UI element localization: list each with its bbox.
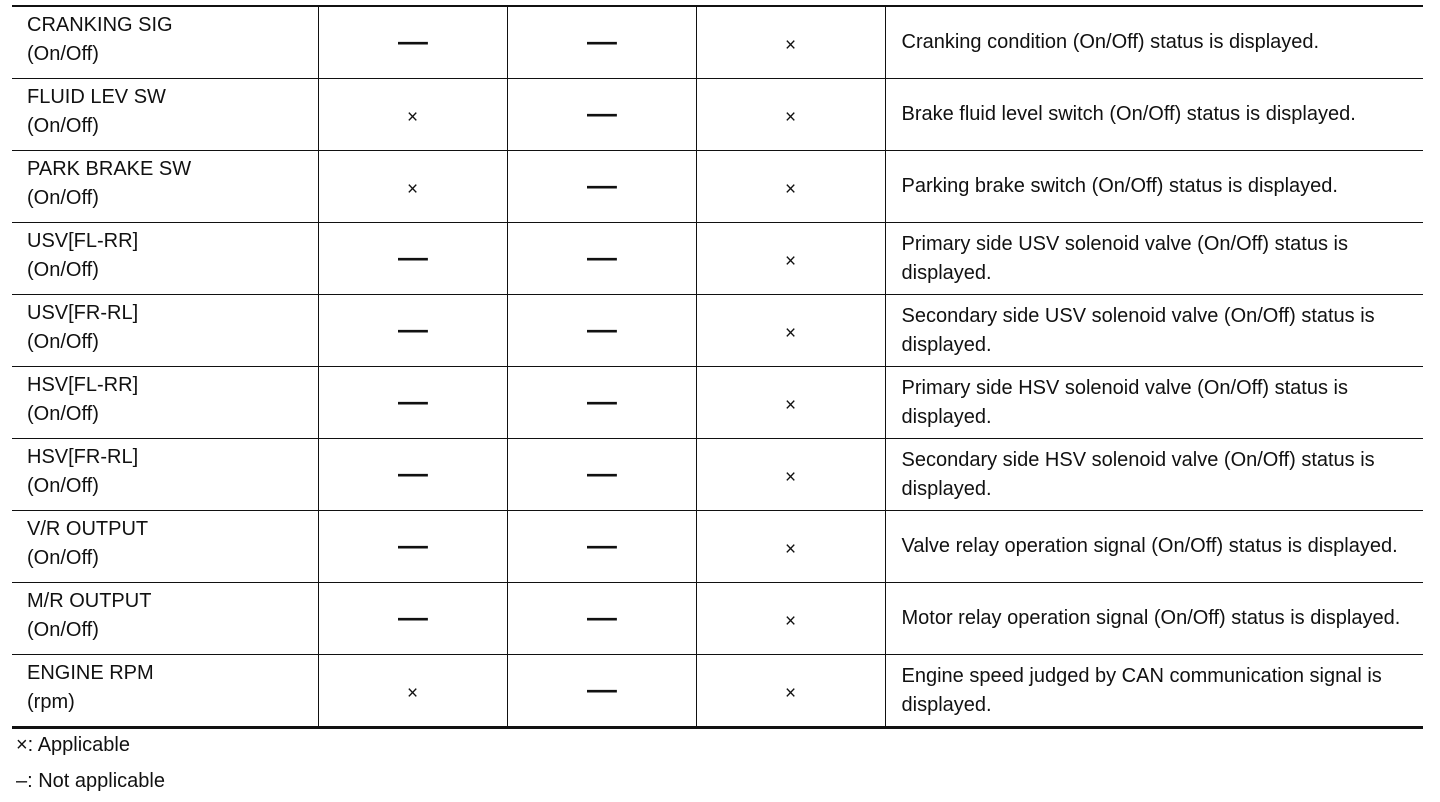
item-cell [12,295,318,367]
item-name: HSV[FR-RL] [27,446,139,468]
item-unit: (rpm) [27,691,75,713]
item-name: USV[FL-RR] [27,230,139,252]
description-cell: Engine speed judged by CAN communication signal is displayed. [901,664,1382,716]
applicability-mark: × [784,467,797,488]
table-row [12,583,1423,655]
applicability-mark: — [586,385,617,416]
mark-cell [507,223,696,295]
legend-applicable: ×: Applicable [16,734,130,756]
applicability-mark: — [586,169,617,200]
mark-cell [696,583,885,655]
applicability-mark: × [784,395,797,416]
item-name: CRANKING SIG [27,14,173,36]
mark-cell [696,439,885,511]
item-name: M/R OUTPUT [27,590,152,612]
item-cell [12,655,318,728]
table-row [12,295,1423,367]
item-name: FLUID LEV SW [27,86,166,108]
mark-cell [507,583,696,655]
description-cell: Parking brake switch (On/Off) status is displayed. [885,151,1423,223]
mark-cell [507,6,696,79]
table-row [12,6,1423,79]
item-unit: (On/Off) [27,43,99,65]
applicability-mark: — [586,601,617,632]
item-unit: (On/Off) [27,403,99,425]
description-cell: Primary side USV solenoid valve (On/Off) status is displayed. [885,223,1423,295]
item-name: ENGINE RPM [27,662,154,684]
description-cell: Brake fluid level switch (On/Off) status is displayed. [885,79,1423,151]
applicability-mark: — [397,241,428,272]
mark-cell [318,79,507,151]
applicability-mark: — [586,25,617,56]
mark-cell [507,439,696,511]
mark-cell [318,6,507,79]
applicability-mark: × [784,611,797,632]
item-unit: (On/Off) [27,619,99,641]
applicability-mark: — [397,529,428,560]
item-cell [12,367,318,439]
mark-cell [318,151,507,223]
mark-cell [318,583,507,655]
mark-cell [507,367,696,439]
applicability-mark: × [406,683,419,704]
mark-cell [507,655,696,728]
applicability-mark: — [397,601,428,632]
item-cell [12,79,318,151]
applicability-mark: — [586,241,617,272]
mark-cell [318,439,507,511]
applicability-mark: — [397,457,428,488]
table-row [12,79,1423,151]
mark-cell [696,79,885,151]
mark-cell [318,295,507,367]
item-cell [12,439,318,511]
description-cell: Motor relay operation signal (On/Off) status is displayed. [885,583,1423,655]
mark-cell [507,79,696,151]
item-unit: (On/Off) [27,187,99,209]
item-unit: (On/Off) [27,475,99,497]
applicability-mark: × [784,251,797,272]
mark-cell [318,223,507,295]
mark-cell [696,223,885,295]
mark-cell [696,511,885,583]
description-cell: Secondary side USV solenoid valve (On/Off) status is displayed. [885,295,1423,367]
item-cell [12,583,318,655]
applicability-mark: — [586,457,617,488]
applicability-mark: × [784,107,797,128]
item-cell [12,6,318,79]
item-name: HSV[FL-RR] [27,374,139,396]
item-name: USV[FR-RL] [27,302,139,324]
item-cell [12,151,318,223]
applicability-mark: × [784,35,797,56]
item-unit: (On/Off) [27,115,99,137]
applicability-mark: × [784,539,797,560]
mark-cell [696,295,885,367]
applicability-mark: — [397,25,428,56]
applicability-mark: — [586,97,617,128]
table-row [12,367,1423,439]
item-unit: (On/Off) [27,331,99,353]
description-cell: Cranking condition (On/Off) status is displayed. [885,6,1423,79]
mark-cell [507,295,696,367]
mark-cell [696,655,885,728]
monitor-item-table [12,5,1423,729]
description-cell: Valve relay operation signal (On/Off) status is displayed. [885,511,1423,583]
item-cell [12,511,318,583]
applicability-mark: — [397,313,428,344]
mark-cell [318,655,507,728]
table-row [12,439,1423,511]
applicability-mark: × [406,107,419,128]
mark-cell [696,367,885,439]
description-cell: Secondary side HSV solenoid valve (On/Off) status is displayed. [885,439,1423,511]
item-cell [12,223,318,295]
description-cell: Primary side HSV solenoid valve (On/Off) status is displayed. [885,367,1423,439]
mark-cell [696,151,885,223]
item-name: PARK BRAKE SW [27,158,192,180]
item-unit: (On/Off) [27,547,99,569]
item-unit: (On/Off) [27,259,99,281]
mark-cell [318,511,507,583]
table-row [12,223,1423,295]
table-row [12,655,1423,728]
applicability-mark: — [586,313,617,344]
applicability-mark: × [406,179,419,200]
applicability-mark: × [784,179,797,200]
applicability-mark: — [586,529,617,560]
mark-cell [507,511,696,583]
table-row [12,151,1423,223]
applicability-mark: × [784,323,797,344]
mark-cell [507,151,696,223]
applicability-mark: × [784,683,797,704]
mark-cell [696,6,885,79]
item-name: V/R OUTPUT [27,518,149,540]
applicability-mark: — [397,385,428,416]
mark-cell [318,367,507,439]
table-row [12,511,1423,583]
legend-not-applicable: –: Not applicable [16,770,165,792]
applicability-mark: — [586,673,617,704]
